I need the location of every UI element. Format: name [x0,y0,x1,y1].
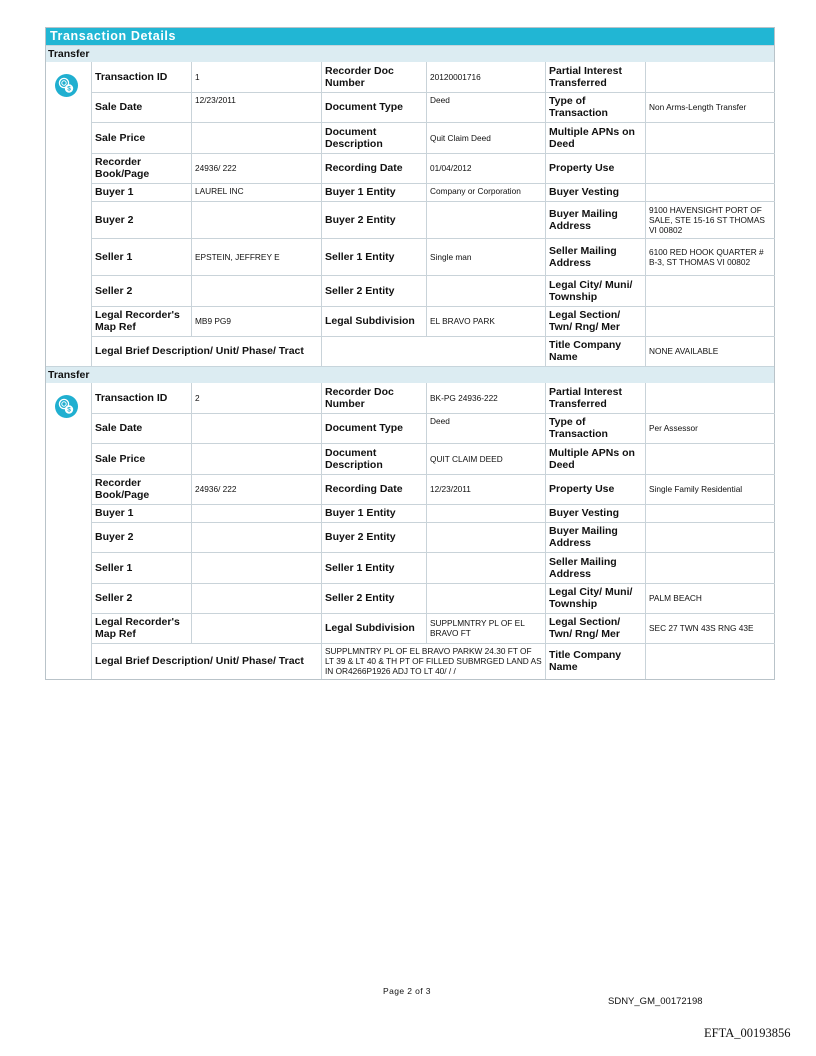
label-legal-city: Legal City/ Muni/ Township [546,583,646,613]
table-row [92,643,775,679]
value-buyer-mailing-address [646,522,775,552]
page-number: Page 2 of 3 [383,986,431,996]
label-sale-date: Sale Date [92,413,192,443]
label-multiple-apns: Multiple APNs on Deed [546,122,646,153]
table-row [92,583,775,613]
label-property-use: Property Use [546,153,646,183]
value-type-of-transaction: Non Arms-Length Transfer [646,92,775,122]
value-seller-mailing-address: 6100 RED HOOK QUARTER # B-3, ST THOMAS VI 00802 [646,238,775,275]
value-legal-subdivision: EL BRAVO PARK [427,306,546,336]
label-document-type: Document Type [322,413,427,443]
value-title-company: NONE AVAILABLE [646,336,775,366]
label-buyer-mailing-address: Buyer Mailing Address [546,522,646,552]
value-legal-brief: SUPPLMNTRY PL OF EL BRAVO PARKW 24.30 FT OF LT 39 & LT 40 & TH PT OF FILLED SUBMRGED LAND AS IN OR4266P1926 ADJ TO LT 40/ / / [322,643,546,679]
label-buyer-1-entity: Buyer 1 Entity [322,504,427,522]
transaction-details-panel [45,27,775,680]
label-buyer-2: Buyer 2 [92,522,192,552]
label-buyer-2: Buyer 2 [92,201,192,238]
label-seller-1-entity: Seller 1 Entity [322,238,427,275]
value-seller-2-entity [427,275,546,306]
label-legal-brief: Legal Brief Description/ Unit/ Phase/ Tract [92,336,322,366]
value-sale-price [192,122,322,153]
transfer-table-1 [91,62,775,366]
table-row [92,122,775,153]
label-buyer-vesting: Buyer Vesting [546,183,646,201]
table-row [92,306,775,336]
value-type-of-transaction: Per Assessor [646,413,775,443]
transaction-icon [55,74,78,97]
label-seller-2-entity: Seller 2 Entity [322,583,427,613]
value-document-type: Deed [427,92,546,122]
table-row [92,552,775,583]
value-seller-mailing-address [646,552,775,583]
label-recording-date: Recording Date [322,474,427,504]
panel-title: Transaction Details [46,28,774,45]
label-recorder-doc-number: Recorder Doc Number [322,383,427,413]
label-sale-price: Sale Price [92,122,192,153]
value-document-type: Deed [427,413,546,443]
value-sale-date [192,413,322,443]
value-partial-interest [646,62,775,92]
label-recorder-book-page: Recorder Book/Page [92,474,192,504]
label-title-company: Title Company Name [546,336,646,366]
table-row [92,201,775,238]
value-legal-map-ref: MB9 PG9 [192,306,322,336]
value-transaction-id: 2 [192,383,322,413]
label-partial-interest: Partial Interest Transferred [546,62,646,92]
label-buyer-1: Buyer 1 [92,183,192,201]
label-multiple-apns: Multiple APNs on Deed [546,443,646,474]
label-type-of-transaction: Type of Transaction [546,413,646,443]
label-legal-subdivision: Legal Subdivision [322,613,427,643]
transfer-section-2 [46,383,774,679]
label-seller-mailing-address: Seller Mailing Address [546,552,646,583]
value-buyer-vesting [646,504,775,522]
label-buyer-mailing-address: Buyer Mailing Address [546,201,646,238]
label-seller-1: Seller 1 [92,238,192,275]
value-seller-1-entity [427,552,546,583]
label-buyer-2-entity: Buyer 2 Entity [322,522,427,552]
label-seller-mailing-address: Seller Mailing Address [546,238,646,275]
table-row [92,443,775,474]
value-seller-1: EPSTEIN, JEFFREY E [192,238,322,275]
label-transaction-id: Transaction ID [92,383,192,413]
value-buyer-2 [192,201,322,238]
label-legal-section: Legal Section/ Twn/ Rng/ Mer [546,306,646,336]
transfer-table-2 [91,383,775,679]
label-document-description: Document Description [322,443,427,474]
label-sale-price: Sale Price [92,443,192,474]
value-buyer-1: LAUREL INC [192,183,322,201]
value-buyer-2-entity [427,522,546,552]
efta-number: EFTA_00193856 [704,1026,791,1040]
value-legal-city [646,275,775,306]
label-seller-2: Seller 2 [92,275,192,306]
svg-text:$: $ [67,406,71,414]
value-partial-interest [646,383,775,413]
label-partial-interest: Partial Interest Transferred [546,383,646,413]
table-row [92,613,775,643]
label-seller-1: Seller 1 [92,552,192,583]
value-document-description: QUIT CLAIM DEED [427,443,546,474]
transfer-section-header: Transfer [46,45,774,62]
label-seller-2-entity: Seller 2 Entity [322,275,427,306]
document-code: SDNY_GM_00172198 [608,996,703,1007]
value-multiple-apns [646,443,775,474]
table-row [92,275,775,306]
label-recorder-doc-number: Recorder Doc Number [322,62,427,92]
value-seller-2 [192,583,322,613]
value-multiple-apns [646,122,775,153]
value-buyer-1 [192,504,322,522]
label-transaction-id: Transaction ID [92,62,192,92]
value-buyer-vesting [646,183,775,201]
value-property-use: Single Family Residential [646,474,775,504]
value-legal-subdivision: SUPPLMNTRY PL OF EL BRAVO FT [427,613,546,643]
value-title-company [646,643,775,679]
table-row [92,413,775,443]
value-recorder-doc-number: 20120001716 [427,62,546,92]
label-legal-map-ref: Legal Recorder's Map Ref [92,613,192,643]
table-row [92,522,775,552]
value-transaction-id: 1 [192,62,322,92]
table-row [92,238,775,275]
label-legal-section: Legal Section/ Twn/ Rng/ Mer [546,613,646,643]
value-seller-1 [192,552,322,583]
transfer-section-1 [46,62,774,366]
label-seller-2: Seller 2 [92,583,192,613]
label-document-description: Document Description [322,122,427,153]
value-recorder-book-page: 24936/ 222 [192,153,322,183]
label-legal-map-ref: Legal Recorder's Map Ref [92,306,192,336]
value-sale-price [192,443,322,474]
table-row [92,383,775,413]
table-row [92,504,775,522]
value-recording-date: 12/23/2011 [427,474,546,504]
table-row [92,183,775,201]
value-sale-date: 12/23/2011 [192,92,322,122]
transfer-section-header: Transfer [46,366,774,383]
value-legal-section [646,306,775,336]
label-property-use: Property Use [546,474,646,504]
label-recording-date: Recording Date [322,153,427,183]
value-legal-city: PALM BEACH [646,583,775,613]
value-legal-map-ref [192,613,322,643]
value-recorder-doc-number: BK-PG 24936-222 [427,383,546,413]
value-buyer-1-entity [427,504,546,522]
value-property-use [646,153,775,183]
value-recording-date: 01/04/2012 [427,153,546,183]
value-legal-brief [322,336,546,366]
label-title-company: Title Company Name [546,643,646,679]
value-legal-section: SEC 27 TWN 43S RNG 43E [646,613,775,643]
table-row [92,336,775,366]
value-seller-1-entity: Single man [427,238,546,275]
label-legal-city: Legal City/ Muni/ Township [546,275,646,306]
value-buyer-mailing-address: 9100 HAVENSIGHT PORT OF SALE, STE 15-16 ST THOMAS VI 00802 [646,201,775,238]
value-buyer-2 [192,522,322,552]
svg-text:$: $ [67,85,71,93]
label-buyer-vesting: Buyer Vesting [546,504,646,522]
table-row [92,62,775,92]
label-seller-1-entity: Seller 1 Entity [322,552,427,583]
table-row [92,474,775,504]
label-document-type: Document Type [322,92,427,122]
value-seller-2 [192,275,322,306]
label-legal-brief: Legal Brief Description/ Unit/ Phase/ Tract [92,643,322,679]
value-recorder-book-page: 24936/ 222 [192,474,322,504]
label-recorder-book-page: Recorder Book/Page [92,153,192,183]
label-buyer-2-entity: Buyer 2 Entity [322,201,427,238]
table-row [92,153,775,183]
value-buyer-1-entity: Company or Corporation [427,183,546,201]
table-row [92,92,775,122]
label-sale-date: Sale Date [92,92,192,122]
label-buyer-1: Buyer 1 [92,504,192,522]
transaction-icon [55,395,78,418]
label-legal-subdivision: Legal Subdivision [322,306,427,336]
label-buyer-1-entity: Buyer 1 Entity [322,183,427,201]
value-buyer-2-entity [427,201,546,238]
label-type-of-transaction: Type of Transaction [546,92,646,122]
value-seller-2-entity [427,583,546,613]
value-document-description: Quit Claim Deed [427,122,546,153]
